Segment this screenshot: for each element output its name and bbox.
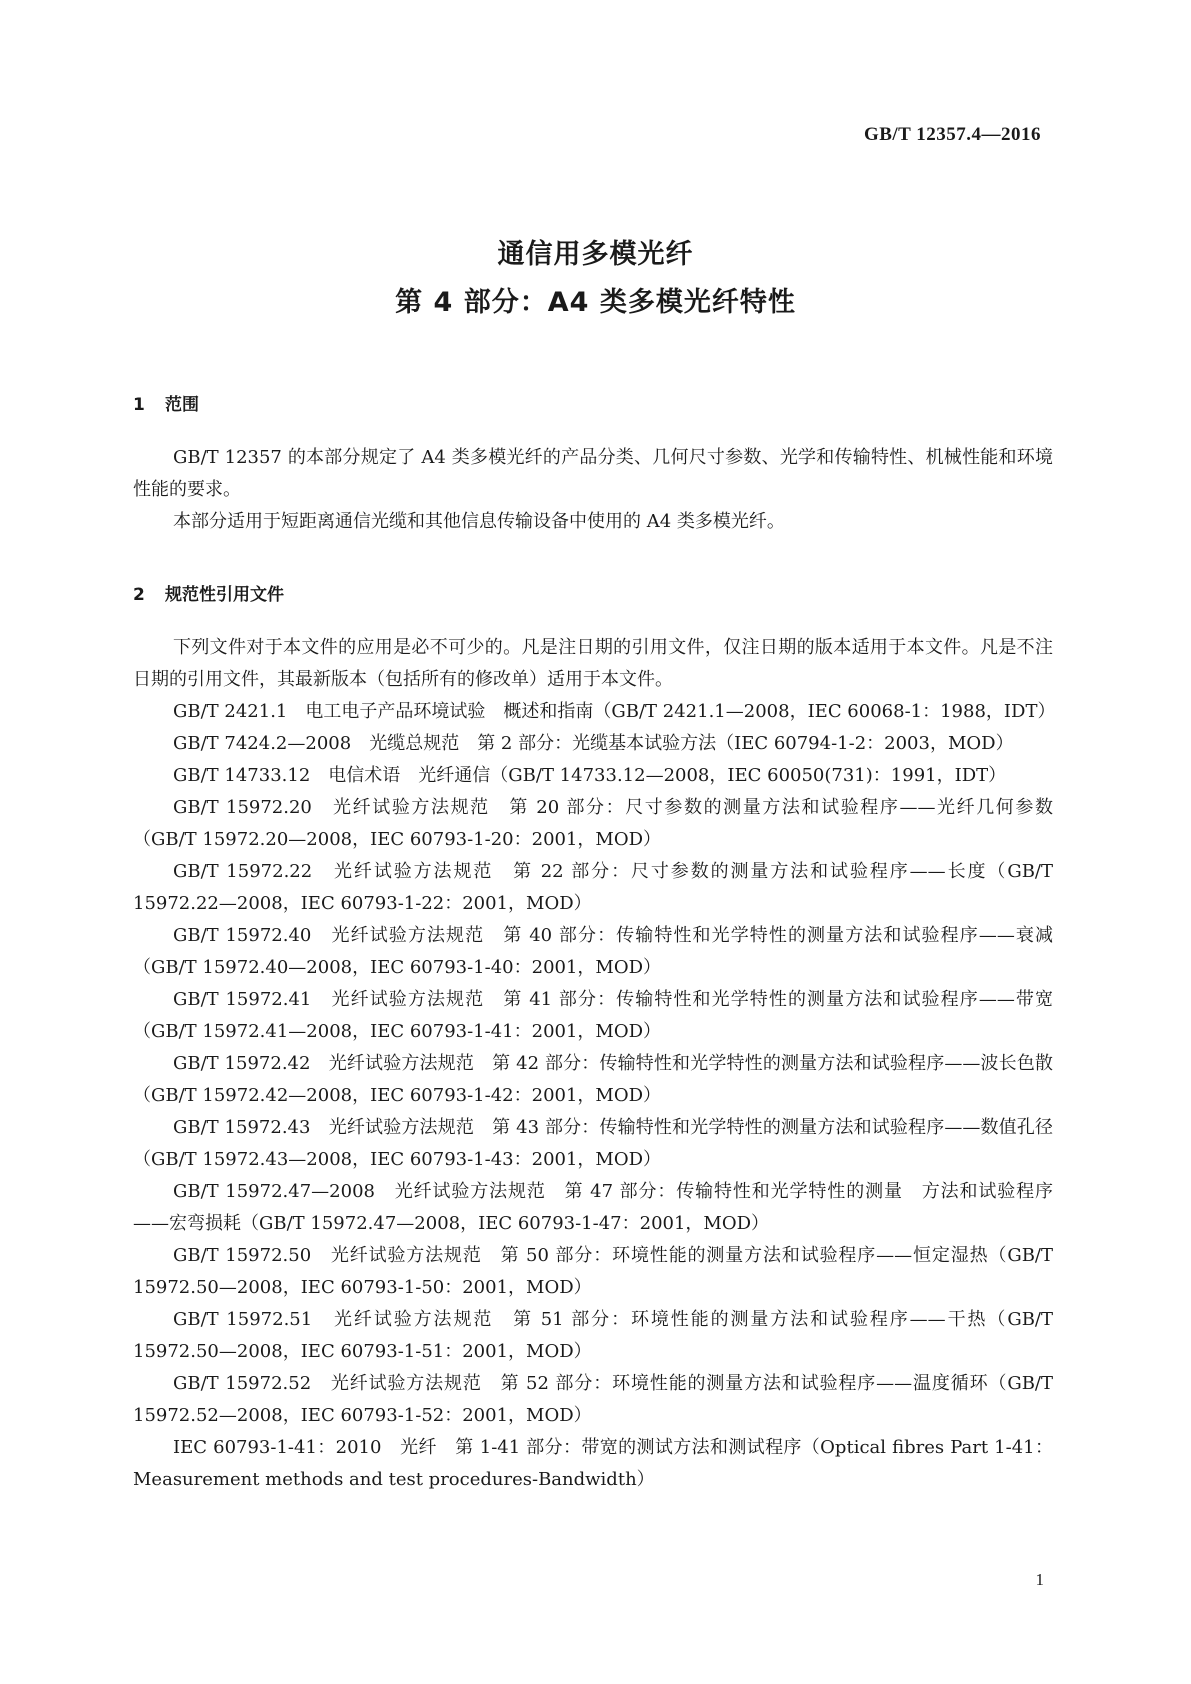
reference-item: IEC 60793-1-41：2010 光纤 第 1-41 部分：带宽的测试方法和测试程序（Optical fibres Part 1-41：Measurement methods and test procedures-Bandwidth）: [133, 1437, 1053, 1490]
reference-item: GB/T 15972.20 光纤试验方法规范 第 20 部分：尺寸参数的测量方法和试验程序——光纤几何参数（GB/T 15972.20—2008，IEC 60793-1-20：2001，MOD）: [133, 797, 1053, 850]
section-title: 范围: [165, 395, 199, 415]
reference-item: GB/T 15972.50 光纤试验方法规范 第 50 部分：环境性能的测量方法和试验程序——恒定湿热（GB/T 15972.50—2008，IEC 60793-1-50：2001，MOD）: [133, 1245, 1053, 1298]
reference-item: GB/T 14733.12 电信术语 光纤通信（GB/T 14733.12—2008，IEC 60050(731)：1991，IDT）: [173, 765, 1007, 786]
page-number: 1: [1035, 1570, 1044, 1589]
paragraph: GB/T 12357 的本部分规定了 A4 类多模光纤的产品分类、几何尺寸参数、光学和传输特性、机械性能和环境性能的要求。: [133, 447, 1053, 500]
section-title: 规范性引用文件: [165, 585, 284, 605]
section-number: 2: [133, 585, 145, 605]
section-number: 1: [133, 395, 145, 415]
reference-item: GB/T 15972.51 光纤试验方法规范 第 51 部分：环境性能的测量方法和试验程序——干热（GB/T 15972.50—2008，IEC 60793-1-51：2001，MOD）: [133, 1309, 1053, 1362]
reference-item: GB/T 7424.2—2008 光缆总规范 第 2 部分：光缆基本试验方法（IEC 60794-1-2：2003，MOD）: [173, 733, 1014, 754]
section-body-scope: [133, 442, 1053, 538]
standard-number: GB/T 12357.4—2016: [863, 124, 1041, 145]
reference-item: GB/T 15972.43 光纤试验方法规范 第 43 部分：传输特性和光学特性的测量方法和试验程序——数值孔径（GB/T 15972.43—2008，IEC 60793-1-43：2001，MOD）: [133, 1117, 1053, 1170]
section-heading-normative-references: [133, 580, 284, 605]
document-title: 通信用多模光纤: [497, 239, 694, 270]
section-heading-scope: [133, 390, 199, 415]
section-body-normative-references: [133, 632, 1056, 1496]
paragraph: 本部分适用于短距离通信光缆和其他信息传输设备中使用的 A4 类多模光纤。: [173, 511, 785, 532]
reference-item: GB/T 15972.22 光纤试验方法规范 第 22 部分：尺寸参数的测量方法和试验程序——长度（GB/T 15972.22—2008，IEC 60793-1-22：2001，MOD）: [133, 861, 1053, 914]
reference-item: GB/T 15972.42 光纤试验方法规范 第 42 部分：传输特性和光学特性的测量方法和试验程序——波长色散（GB/T 15972.42—2008，IEC 60793-1-42：2001，MOD）: [133, 1053, 1053, 1106]
reference-item: GB/T 15972.47—2008 光纤试验方法规范 第 47 部分：传输特性和光学特性的测量 方法和试验程序——宏弯损耗（GB/T 15972.47—2008，IEC 60793-1-47：2001，MOD）: [133, 1181, 1053, 1234]
reference-item: GB/T 15972.52 光纤试验方法规范 第 52 部分：环境性能的测量方法和试验程序——温度循环（GB/T 15972.52—2008，IEC 60793-1-52：2001，MOD）: [133, 1373, 1053, 1426]
reference-item: GB/T 2421.1 电工电子产品环境试验 概述和指南（GB/T 2421.1—2008，IEC 60068-1：1988，IDT）: [173, 701, 1056, 722]
reference-item: GB/T 15972.41 光纤试验方法规范 第 41 部分：传输特性和光学特性的测量方法和试验程序——带宽（GB/T 15972.41—2008，IEC 60793-1-41：2001，MOD）: [133, 989, 1053, 1042]
paragraph: 下列文件对于本文件的应用是必不可少的。凡是注日期的引用文件，仅注日期的版本适用于本文件。凡是不注日期的引用文件，其最新版本（包括所有的修改单）适用于本文件。: [133, 637, 1053, 690]
document-subtitle: 第 4 部分：A4 类多模光纤特性: [395, 287, 796, 318]
reference-item: GB/T 15972.40 光纤试验方法规范 第 40 部分：传输特性和光学特性的测量方法和试验程序——衰减（GB/T 15972.40—2008，IEC 60793-1-40：2001，MOD）: [133, 925, 1053, 978]
